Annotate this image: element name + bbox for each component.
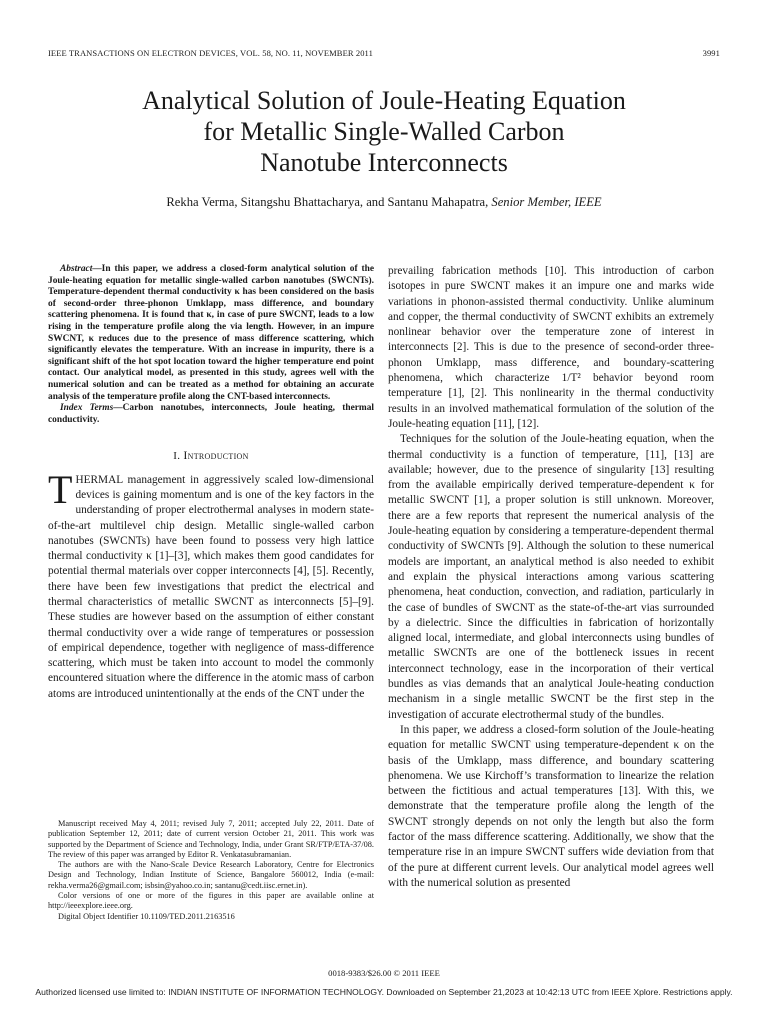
author-list [0,195,768,210]
section-heading [48,448,374,464]
abstract-label: Abstract [60,264,93,274]
index-terms-label: Index Terms [60,403,114,414]
running-header [48,48,720,58]
section-number: I. [173,450,184,463]
title-line-3: Nanotube Interconnects [260,148,508,177]
page-number: 3991 [702,48,720,58]
copyright-line: 0018-9383/$26.00 © 2011 IEEE [328,968,440,978]
footnote-affiliation: The authors are with the Nano-Scale Device Research Laboratory, Centre for Electronics Design and Technology, Indian Institute of Science, Bangalore 560012, India (e-mail: rekha.verma26@gmail.com; isbsin@yahoo.co.in; santanu@cedt.iisc.ernet.in). [48,860,374,890]
intro-paragraph [48,466,374,702]
left-column [48,264,374,702]
introduction [48,466,374,702]
body-paragraph: Techniques for the solution of the Joule-heating equation, when the thermal conductivity is a function of temperature, [11], [13] are available; however, due to the presence of singularity [13] resulting from the available empirically derived temperature-dependent κ for metallic SWCNT [1], a proper solution is still unknown. Moreover, there are a few reports that represent the numerical analysis of the Joule-heating equation by considering a temperature-dependent thermal conductivity of SWCNTs [9]. Although the solution to these numerical models are important, an analytical method is also needed to exhibit and explain the physical interactions among various scattering phenomena, heat conduction, convection, and radiation, particularly in the case of bundles of SWCNT as the state-of-the-art vias surrounded by a dielectric. Since the difficulties in fabrication of horizontally aligned local, intermediate, and global interconnects using bundles of metallic SWCNTs are one of the bottleneck issues in recent interconnect technology, ease in the incorporation of their vertical bundles as vias demands that an analytical Joule-heating conduction mechanism in a single metallic SWCNT be the first step in the investigation of accurate electrothermal study of the bundles. [388,433,714,721]
body-paragraph: In this paper, we address a closed-form solution of the Joule-heating equation for metallic SWCNT using temperature-dependent κ on the basis of the Umklapp, mass difference, and boundary scattering phenomena. We use Kirchoff’s transformation to linearize the relation between the fictitious and actual temperatures [13]. With this, we demonstrate that the temperature profile along the length of the SWCNT strongly depends on not only the length but also the form factor of the mass difference scattering. Additionally, we show that the temperature rise in an impure SWCNT suffers wide deviation from that of the pure at different current levels. Our analytical model agrees well with the numerical solution as presented [388,723,714,889]
license-notice: Authorized licensed use limited to: INDIAN INSTITUTE OF INFORMATION TECHNOLOGY. Downloaded on September 21,2023 at 10:42:13 UTC from IEEE Xplore. Restrictions apply. [35,987,733,997]
index-terms [48,403,374,426]
right-column [388,264,714,891]
drop-cap: T [48,466,73,512]
intro-text: HERMAL management in aggressively scaled low-dimensional devices is gaining momentum and is one of the key factors in the understanding of proper electrothermal analyses in modern state-of-the-art multilevel chip design. Metallic single-walled carbon nanotubes (SWCNTs) have been found to possess very high lattice thermal conductivity κ [1]–[3], which makes them good candidates for potential thermal materials over copper interconnects [4], [5]. Recently, there have been few investigations that predict the electrical and thermal characteristics of metallic SWCNT as interconnects [5]–[9]. These studies are however based on the assumption of either constant thermal conductivity over a wide range of temperatures or possession of empirical dependence, together with negligence of mass-difference scattering, which must be taken into account to model the commonly encountered situation where the difference in the atomic mass of carbon atoms are introduced unintentionally at the ends of the CNT under the [48,473,374,700]
footnote-manuscript: Manuscript received May 4, 2011; revised July 7, 2011; accepted July 22, 2011. Date of publication September 12, 2011; date of current version October 21, 2011. This work was supported by the Department of Science and Technology, India, under Grant SR/FTP/ETA-37/08. The review of this paper was arranged by Editor R. Venkatasubramanian. [48,819,374,859]
abstract [48,264,374,403]
index-terms-text: —Carbon nanotubes, interconnects, Joule heating, thermal conductivity. [48,403,374,425]
abstract-text: —In this paper, we address a closed-form analytical solution of the Joule-heating equation for metallic single-walled carbon nanotubes (SWCNTs). Temperature-dependent thermal conductivity κ has been considered on the basis of second-order three-phonon Umklapp, mass difference, and boundary scattering phenomena. It is found that κ, in case of pure SWCNT, leads to a low rising in the temperature profile along the via length. However, in an impure SWCNT, κ reduces due to the presence of mass difference scattering, which significantly elevates the temperature. With an increase in impurity, there is a significant shift of the hot spot location toward the higher temperature end point contact. Our analytical model, as presented in this study, agrees well with the numerical solution and can be treated as a method for obtaining an accurate analysis of the temperature profile along the CNT-based interconnects. [48,264,374,402]
body-paragraph: prevailing fabrication methods [10]. This introduction of carbon isotopes in pure SWCNT makes it an impure one and marks wide variations in phonon-assisted thermal conductivity. Unlike aluminum and copper, the thermal conductivity of SWCNT exhibits an extremely nonlinear behavior over the temperature zone of interest in interconnects [2]. This is due to the presence of second-order three-phonon Umklapp, mass difference, and boundary-scattering phenomena, which characterize 1/T² behavior beyond room temperature [1], [2]. This nonlinearity in the thermal conductivity results in an involved mathematical formulation of the solution of the Joule-heating equation [11], [12]. [388,265,714,430]
first-page-footnote [48,819,374,922]
author-role: Senior Member, IEEE [491,195,602,209]
paper-title [60,85,708,178]
title-line-1: Analytical Solution of Joule-Heating Equation [142,86,626,115]
title-line-2: for Metallic Single-Walled Carbon [203,117,565,146]
footnote-doi: Digital Object Identifier 10.1109/TED.2011.2163516 [58,911,235,921]
author-names: Rekha Verma, Sitangshu Bhattacharya, and Santanu Mahapatra, [166,195,492,209]
journal-name: IEEE TRANSACTIONS ON ELECTRON DEVICES, VOL. 58, NO. 11, NOVEMBER 2011 [48,48,373,58]
section-name: Introduction [183,448,249,463]
footnote-color: Color versions of one or more of the figures in this paper are available online at http://ieeexplore.ieee.org. [48,891,374,911]
